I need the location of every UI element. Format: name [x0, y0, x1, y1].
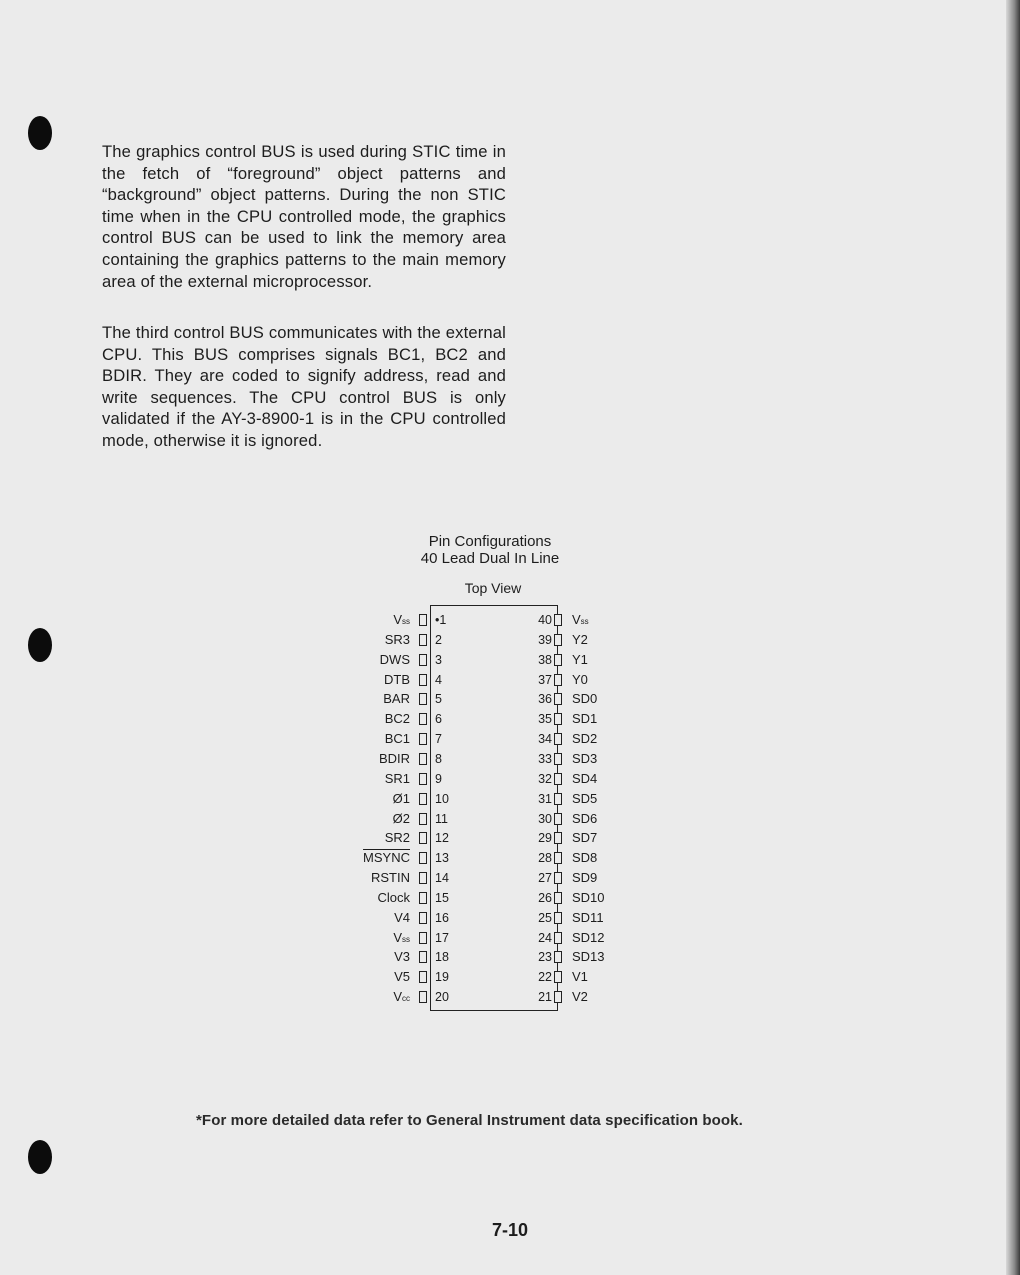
pin-signal-label: SR1: [384, 770, 410, 786]
pin-box: [554, 753, 562, 765]
pin-box: [554, 733, 562, 745]
pin-box: [419, 753, 427, 765]
pin-signal-label: V5: [394, 969, 410, 985]
pin-number: 4: [435, 672, 442, 687]
pin-number: 32: [538, 771, 552, 786]
pin-signal-label: Y2: [572, 631, 588, 647]
pin-19: [330, 967, 449, 987]
page-number: 7-10: [491, 1220, 529, 1240]
pin-14: [330, 868, 449, 888]
pin-31: [520, 789, 660, 809]
pin-signal-label: BDIR: [378, 750, 410, 766]
pin-box: [419, 634, 427, 646]
pin-signal-label: Clock: [377, 889, 410, 905]
pin-box: [554, 971, 562, 983]
pin-17: [330, 928, 449, 948]
pin-9: [330, 769, 442, 789]
diagram-title-line1: Pin Configurations: [428, 533, 552, 550]
pin-box: [419, 614, 427, 626]
pin-6: [330, 709, 442, 729]
binder-hole-bottom: [28, 1140, 52, 1174]
pin-signal-label: SR3: [384, 631, 410, 647]
pin-number: 37: [538, 672, 552, 687]
pin-signal-label: Ø1: [392, 790, 410, 806]
pin-box: [554, 773, 562, 785]
pin-number: 17: [435, 930, 449, 945]
pin-signal-label: SD9: [572, 870, 598, 886]
pin-15: [330, 888, 449, 908]
pin-box: [554, 634, 562, 646]
pin-34: [520, 729, 660, 749]
pin-box: [419, 654, 427, 666]
pin-35: [520, 709, 660, 729]
pin-number: 9: [435, 771, 442, 786]
pin-box: [419, 971, 427, 983]
pin-box: [419, 892, 427, 904]
binder-hole-top: [28, 116, 52, 150]
pin-signal-label: SD2: [572, 731, 598, 747]
pin-11: [330, 809, 448, 829]
pin-signal-label: V2: [572, 989, 588, 1005]
pin-21: [520, 987, 660, 1007]
pin-signal-label: SD10: [572, 889, 605, 905]
pin-10: [330, 789, 449, 809]
pin-signal-label: Y1: [572, 651, 588, 667]
pin-box: [554, 793, 562, 805]
pin-signal-label: Vss: [572, 612, 589, 627]
diagram-title-line2: 40 Lead Dual In Line: [420, 549, 560, 567]
pin-3: [330, 650, 442, 670]
pin-number: 35: [538, 712, 552, 727]
pin-24: [520, 928, 660, 948]
diagram-view-label: Top View: [464, 580, 522, 596]
pin-box: [554, 872, 562, 884]
pin-signal-label: SD5: [572, 790, 598, 806]
pin-signal-label: Vss: [393, 612, 410, 627]
pin-20: [330, 987, 449, 1007]
pin-number: 3: [435, 652, 442, 667]
pin-box: [419, 832, 427, 844]
pin-box: [419, 693, 427, 705]
pin-box: [419, 991, 427, 1003]
pin-box: [554, 693, 562, 705]
pin-number: 12: [435, 831, 449, 846]
pin-number: 5: [435, 692, 442, 707]
pin-signal-label: Y0: [572, 671, 588, 687]
pin-box: [554, 832, 562, 844]
diagram-title: [380, 534, 600, 567]
pin-signal-label: SD0: [572, 691, 598, 707]
pin-26: [520, 888, 660, 908]
pin-8: [330, 749, 442, 769]
pin-signal-label: V3: [394, 949, 410, 965]
pin-signal-label: SD6: [572, 810, 598, 826]
pin-13: [330, 848, 449, 868]
pin-signal-label: SR2: [384, 830, 410, 846]
pin-4: [330, 670, 442, 690]
pin-23: [520, 947, 660, 967]
pin-box: [419, 852, 427, 864]
pin-signal-label: V4: [394, 909, 410, 925]
pin-16: [330, 908, 449, 928]
pin-signal-label: Vss: [393, 929, 410, 945]
pin-signal-label: DWS: [379, 651, 410, 667]
pin-number: 8: [435, 751, 442, 766]
pin-signal-label: SD12: [572, 929, 605, 945]
pin-12: [330, 828, 449, 848]
pin-signal-label: Ø2: [392, 810, 410, 826]
pin-box: [554, 713, 562, 725]
pin-box: [419, 793, 427, 805]
pin-box: [554, 852, 562, 864]
pin-18: [330, 947, 449, 967]
pin-7: [330, 729, 442, 749]
pin-number: 16: [435, 910, 449, 925]
pin-number: 38: [538, 652, 552, 667]
binder-hole-middle: [28, 628, 52, 662]
pin-30: [520, 809, 660, 829]
pin-signal-label: BC1: [384, 731, 410, 747]
pin-28: [520, 848, 660, 868]
pin-number: 24: [538, 930, 552, 945]
pin-signal-label: SD13: [572, 949, 605, 965]
pin-number: 19: [435, 970, 449, 985]
pin-number: 22: [538, 970, 552, 985]
pin-number: 30: [538, 811, 552, 826]
paragraph-graphics-bus: The graphics control BUS is used during STIC time in the fetch of “foreground” object patterns and “background” object patterns. During the non STIC time when in the CPU controlled mode, the graphics control BUS can be used to link the memory area containing the graphics patterns to the main memory area of the external microprocessor.: [102, 142, 506, 291]
pin-box: [554, 892, 562, 904]
pin-box: [419, 932, 427, 944]
pin-signal-label: SD3: [572, 750, 598, 766]
pin-box: [554, 951, 562, 963]
pin-number: 11: [435, 811, 448, 826]
pin-22: [520, 967, 660, 987]
pin-29: [520, 828, 660, 848]
footnote: *For more detailed data refer to General Instrument data specification book.: [196, 1112, 743, 1129]
pin-40: [520, 610, 660, 630]
pin-number: 39: [538, 632, 552, 647]
pin-signal-label: BC2: [384, 711, 410, 727]
pin-number: 31: [538, 791, 552, 806]
pin-number: 34: [538, 732, 552, 747]
pin-signal-label: Vcc: [393, 989, 410, 1005]
pin-box: [554, 912, 562, 924]
page-edge: [1006, 0, 1020, 1275]
pin-signal-label: SD11: [572, 909, 604, 925]
pin-37: [520, 670, 660, 690]
pin-box: [419, 912, 427, 924]
pin-number: 7: [435, 732, 442, 747]
pin-number: 33: [538, 751, 552, 766]
pin-box: [419, 773, 427, 785]
pin-number: 40: [538, 613, 552, 627]
pin-number: 13: [435, 851, 449, 866]
pin-box: [419, 872, 427, 884]
pin-2: [330, 630, 442, 650]
pin-number: 28: [538, 851, 552, 866]
pin-27: [520, 868, 660, 888]
pin-number: 10: [435, 791, 449, 806]
pin-38: [520, 650, 660, 670]
pin-1: [330, 610, 447, 630]
pin-number: 21: [538, 990, 552, 1005]
pin-number: 14: [435, 871, 449, 886]
pin-number: 18: [435, 950, 449, 965]
pin-number: 29: [538, 831, 552, 846]
pin-number: 25: [538, 910, 552, 925]
pin-39: [520, 630, 660, 650]
pin-signal-label: SD7: [572, 830, 598, 846]
pin-box: [554, 674, 562, 686]
pin-signal-label: DTB: [384, 671, 410, 687]
pin-box: [554, 991, 562, 1003]
pin-signal-label: V1: [572, 969, 588, 985]
pin-number: 26: [538, 890, 552, 905]
pin-number: •1: [435, 613, 447, 627]
pin-number: 36: [538, 692, 552, 707]
pin-number: 2: [435, 632, 442, 647]
pin-box: [419, 674, 427, 686]
pin-signal-label: SD4: [572, 770, 598, 786]
pin-box: [554, 932, 562, 944]
pin-signal-label: SD1: [572, 711, 598, 727]
pin-box: [554, 813, 562, 825]
pin-box: [554, 654, 562, 666]
pin-box: [419, 713, 427, 725]
pin-number: 23: [538, 950, 552, 965]
pin-box: [419, 813, 427, 825]
pin-box: [419, 951, 427, 963]
pin-signal-label: SD8: [572, 850, 598, 866]
pin-32: [520, 769, 660, 789]
pin-5: [330, 689, 442, 709]
pin-signal-label: RSTIN: [371, 870, 410, 886]
pin-number: 6: [435, 712, 442, 727]
pin-signal-label: MSYNC: [363, 850, 410, 866]
pin-25: [520, 908, 660, 928]
pin-signal-label: BAR: [383, 691, 410, 707]
pin-number: 27: [538, 871, 552, 886]
pin-number: 15: [435, 890, 449, 905]
pin-number: 20: [435, 990, 449, 1005]
pin-box: [554, 614, 562, 626]
pin-33: [520, 749, 660, 769]
pin-36: [520, 689, 660, 709]
paragraph-cpu-control-bus: The third control BUS communicates with the external CPU. This BUS comprises signals BC1, BC2 and BDIR. They are coded to signify address, read and write sequences. The CPU control BUS is only validated if the AY-3-8900-1 is in the CPU controlled mode, otherwise it is ignored.: [102, 323, 506, 450]
pin-box: [419, 733, 427, 745]
